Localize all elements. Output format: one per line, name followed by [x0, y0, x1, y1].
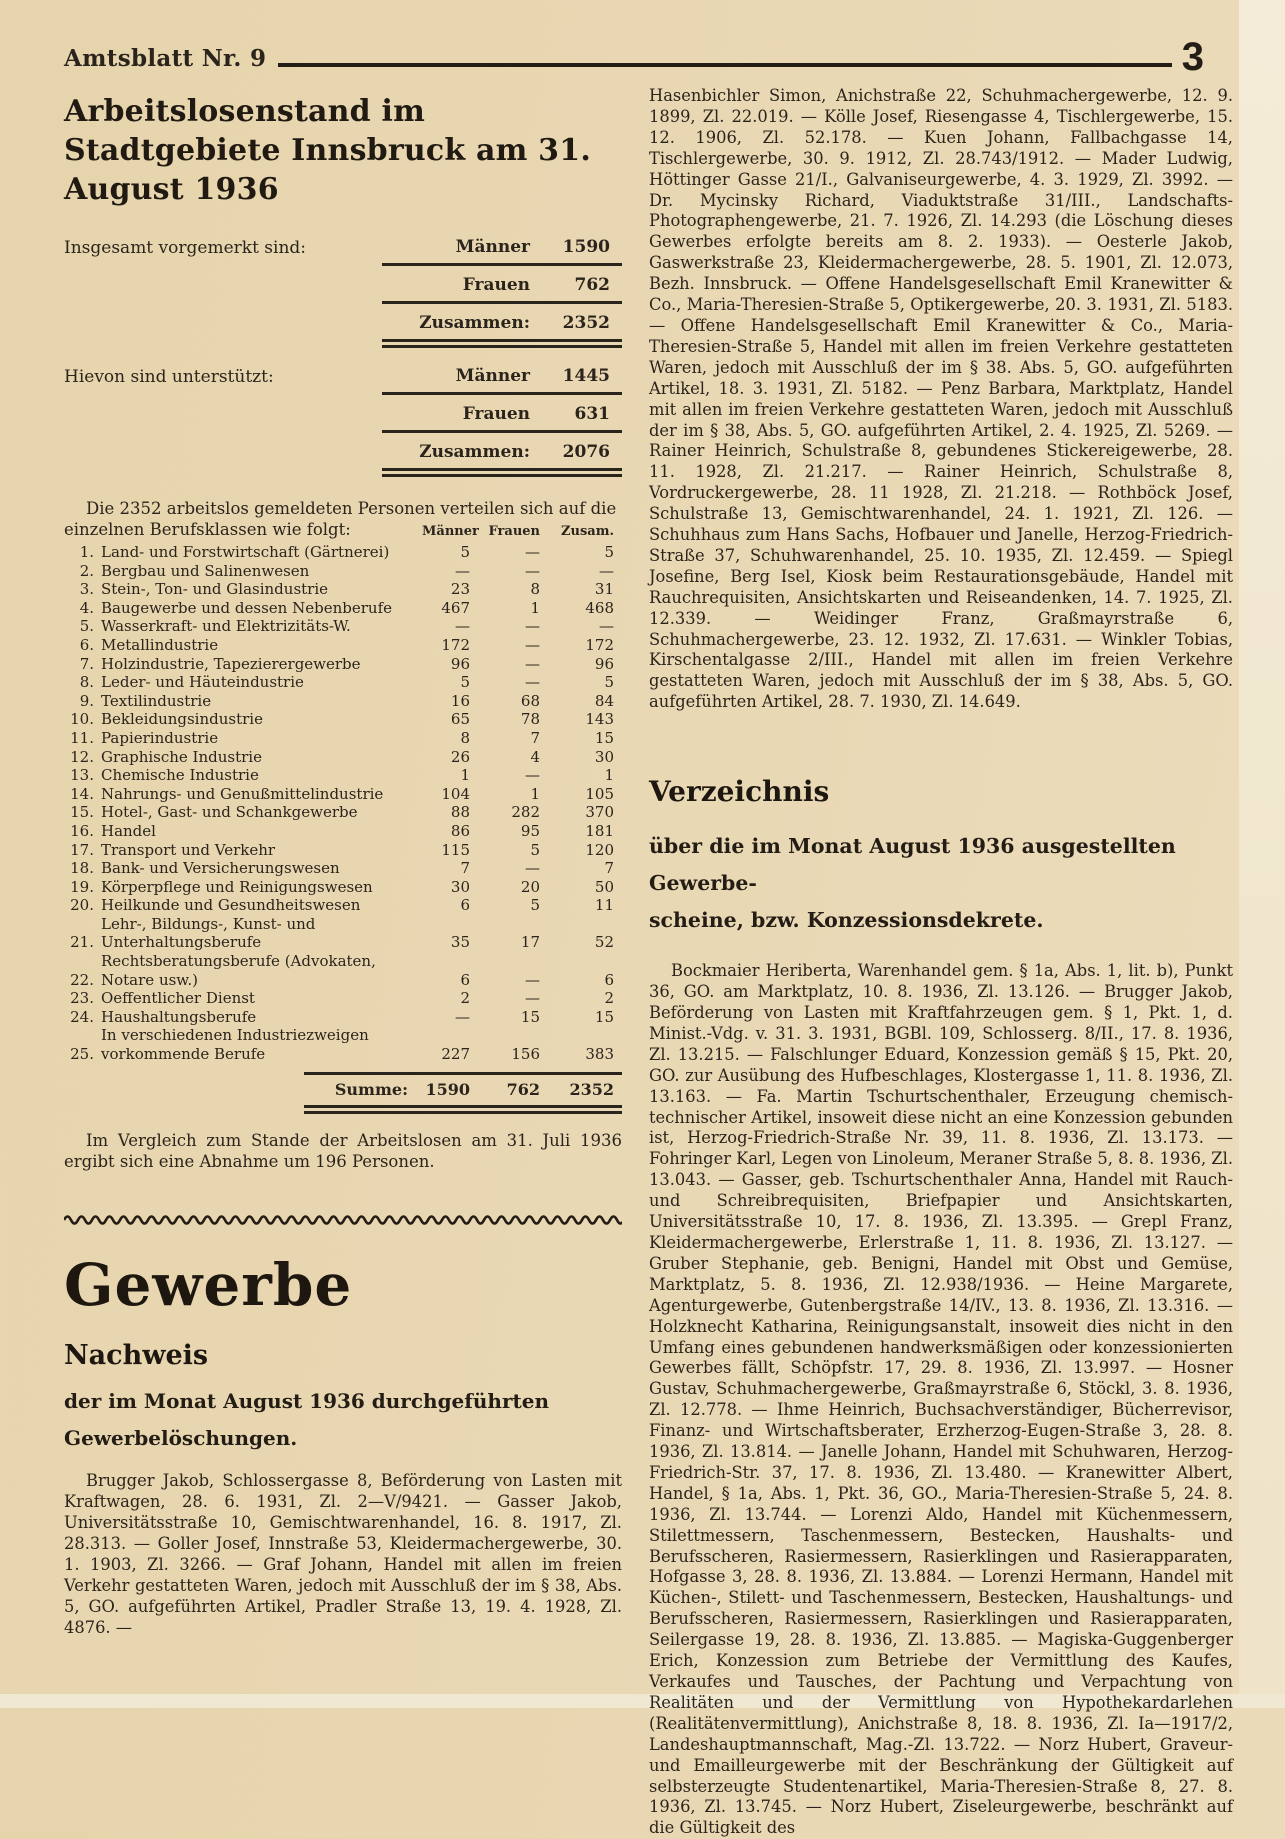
- table-intro-line2: [64, 520, 622, 539]
- row-label: Bekleidungsindustrie: [101, 710, 263, 729]
- row-label: Chemische Industrie: [101, 766, 259, 785]
- row-number: 8.: [79, 673, 94, 692]
- occupation-row: [64, 599, 622, 618]
- row-women: 4: [530, 747, 540, 766]
- row-label: Leder- und Häuteindustrie: [101, 673, 304, 692]
- row-men: 6: [460, 896, 470, 915]
- row-women: 5: [530, 840, 540, 859]
- row-number: 25.: [70, 1045, 94, 1064]
- row-men: —: [455, 1007, 470, 1026]
- row-men: 35: [450, 933, 470, 952]
- row-number: 10.: [70, 710, 94, 729]
- stat-label: Frauen: [462, 275, 530, 295]
- column-header-women: Frauen: [488, 524, 540, 539]
- row-men: 5: [460, 673, 470, 692]
- occupation-row: [64, 729, 622, 748]
- row-number: 2.: [79, 561, 94, 580]
- row-men: —: [455, 617, 470, 636]
- row-label: Land- und Forstwirtschaft (Gärtnerei): [101, 543, 390, 561]
- row-label: Heilkunde und Gesundheitswesen: [101, 896, 361, 915]
- row-label: Baugewerbe und dessen Nebenberufe: [101, 598, 392, 617]
- occupation-row: [64, 785, 622, 804]
- row-number: 24.: [70, 1007, 94, 1026]
- occupation-row: [64, 543, 622, 562]
- article-title-line1: Arbeitslosenstand im: [64, 94, 426, 129]
- occupation-row: [64, 952, 622, 989]
- row-number: 1.: [79, 543, 94, 561]
- row-women: 1: [530, 784, 540, 803]
- row-total: 15: [594, 1007, 614, 1026]
- masthead-rule: [278, 63, 1171, 67]
- row-total: 5: [604, 673, 614, 692]
- row-men: 5: [460, 543, 470, 561]
- stat-label: Männer: [455, 237, 530, 257]
- loeschungen-paragraph: Brugger Jakob, Schlossergasse 8, Beförderung von Lasten mit Kraftwagen, 28. 6. 1931, Zl. 2—V/9421. — Gasser Jakob, Universitätsstraße 10, Gemischtwarenhandel, 16. 8. 1917, Zl. 28.313. — Goller Josef, Innstraße 53, Kleidermachergewerbe, 30. 1. 1903, Zl. 3266. — Graf Johann, Handel mit allen im freien Verkehr gestatteten Waren, jedoch mit Ausschluß der im § 38, Abs. 5, GO. aufgeführten Artikel, Pradler Straße 13, 19. 4. 1928, Zl. 4876. —: [64, 1471, 622, 1637]
- row-total: 120: [585, 840, 614, 859]
- row-total: —: [599, 617, 614, 636]
- row-total: 30: [594, 747, 614, 766]
- row-women: —: [525, 766, 540, 785]
- row-label: Metallindustrie: [101, 635, 219, 654]
- sum-men: 1590: [425, 1079, 470, 1099]
- row-number: 21.: [70, 933, 94, 952]
- row-women: 15: [520, 1007, 540, 1026]
- row-label: Körperpflege und Reinigungswesen: [101, 877, 373, 896]
- sum-rule-bottom: [304, 1105, 622, 1114]
- row-number: 12.: [70, 747, 94, 766]
- row-men: 65: [450, 710, 470, 729]
- row-women: 282: [511, 803, 540, 822]
- row-women: —: [525, 673, 540, 692]
- row-label: Lehr-, Bildungs-, Kunst- und Unterhaltungsberufe: [101, 914, 316, 952]
- supported-label: Hievon sind unterstützt:: [64, 367, 274, 387]
- occupation-row: [64, 655, 622, 674]
- row-total: 468: [585, 598, 614, 617]
- stat-value: 1590: [562, 237, 610, 257]
- row-women: 156: [511, 1045, 540, 1064]
- row-number: 15.: [70, 803, 94, 822]
- row-total: 50: [594, 877, 614, 896]
- row-men: 96: [450, 654, 470, 673]
- row-number: 18.: [70, 859, 94, 878]
- row-label: Papierindustrie: [101, 728, 219, 747]
- occupation-row: [64, 766, 622, 785]
- row-number: 23.: [70, 989, 94, 1008]
- row-men: 6: [460, 970, 470, 989]
- registered-entries: [382, 235, 622, 348]
- row-men: 115: [441, 840, 470, 859]
- row-label: Oeffentlicher Dienst: [101, 989, 255, 1008]
- row-women: 1: [530, 598, 540, 617]
- row-total: 1: [604, 766, 614, 785]
- row-women: 5: [530, 896, 540, 915]
- row-total: 105: [585, 784, 614, 803]
- stat-value: 631: [574, 404, 610, 424]
- occupation-row: [64, 1026, 622, 1063]
- row-total: —: [599, 561, 614, 580]
- verzeichnis-subtitle: [649, 828, 1233, 939]
- row-label: Handel: [101, 821, 156, 840]
- row-men: 1: [460, 766, 470, 785]
- row-label: Bergbau und Salinenwesen: [101, 561, 310, 580]
- table-intro-text: einzelnen Berufsklassen wie folgt:: [64, 520, 351, 539]
- occupation-row: [64, 878, 622, 897]
- row-label: Graphische Industrie: [101, 747, 262, 766]
- row-men: 172: [441, 635, 470, 654]
- row-total: 31: [594, 580, 614, 599]
- masthead: [64, 35, 1204, 79]
- row-men: 88: [450, 803, 470, 822]
- row-total: 370: [585, 803, 614, 822]
- row-total: 5: [604, 543, 614, 561]
- row-women: —: [525, 970, 540, 989]
- verzeichnis-title: Verzeichnis: [649, 775, 830, 809]
- row-men: 104: [441, 784, 470, 803]
- sum-label: Summe:: [334, 1079, 408, 1099]
- row-label: Holzindustrie, Tapezierergewerbe: [101, 654, 361, 673]
- row-women: —: [525, 561, 540, 580]
- stat-label: Zusammen:: [419, 313, 530, 333]
- nachweis-subtitle-line1: der im Monat August 1936 durchgeführten: [64, 1389, 549, 1414]
- row-total: 84: [594, 691, 614, 710]
- row-number: 17.: [70, 840, 94, 859]
- row-women: 95: [520, 821, 540, 840]
- sum-row: [64, 1075, 622, 1106]
- row-number: 6.: [79, 635, 94, 654]
- occupation-row: [64, 1008, 622, 1027]
- row-number: 16.: [70, 821, 94, 840]
- row-number: 9.: [79, 691, 94, 710]
- row-total: 181: [585, 821, 614, 840]
- row-label: Nahrungs- und Genußmittelindustrie: [101, 784, 384, 803]
- registered-label: Insgesamt vorgemerkt sind:: [64, 238, 307, 258]
- row-men: 86: [450, 821, 470, 840]
- row-number: 3.: [79, 580, 94, 599]
- row-number: 19.: [70, 877, 94, 896]
- row-number: 13.: [70, 766, 94, 785]
- occupation-row: [64, 710, 622, 729]
- row-label: Stein-, Ton- und Glasindustrie: [101, 580, 329, 599]
- row-women: 68: [520, 691, 540, 710]
- gewerbescheine-paragraph: Bockmaier Heriberta, Warenhandel gem. § 1a, Abs. 1, lit. b), Punkt 36, GO. am Marktplatz, 10. 8. 1936, Zl. 13.126. — Brugger Jakob, Beförderung von Lasten mit Kraftfahrzeugen gem. § 1, Pkt. 1, d. Minist.-Vdg. v. 31. 3. 1931, BGBl. 109, Schlosserg. 8/II., 17. 8. 1936, Zl. 13.215. — Falschlunger Eduard, Konzession gemäß § 15, Pkt. 20, GO. zur Ausübung des Hufbeschlages, Klostergasse 1, 11. 8. 1936, Zl. 13.163. — Fa. Martin Tschurtschenthaler, Erzeugung chemisch-technischer Artikel, insoweit diese nicht an eine Konzession gebunden ist, Herzog-Friedrich-Straße Nr. 39, 11. 8. 1936, Zl. 13.173. — Fohringer Karl, Legen von Linoleum, Meraner Straße 5, 8. 8. 1936, Zl. 13.043. — Gasser, geb. Tschurtschenthaler Anna, Handel mit Rauch- und Schreibrequisiten, Briefpapier und Ansichtskarten, Universitätsstraße 10, 17. 8. 1936, Zl. 13.395. — Grepl Franz, Kleidermachergewerbe, Erlerstraße 1, 11. 8. 1936, Zl. 13.127. — Gruber Stephanie, geb. Benigni, Handel mit Obst und Gemüse, Marktplatz, 5. 8. 1936, Zl. 12.938/1936. — Heine Margarete, Agenturgewerbe, Gutenbergstraße 14/IV., 13. 8. 1936, Zl. 13.316. — Holzknecht Katharina, Reinigungsanstalt, insoweit dies nicht in den Umfang eines gebundenen handwerksmäßigen oder konzessionierten Gewerbes fällt, Schöpfstr. 17, 29. 8. 1936, Zl. 13.997. — Hosner Gustav, Schuhmachergewerbe, Graßmayrstraße 6, Stöckl, 3. 8. 1936, Zl. 12.778. — Ihme Heinrich, Buchsachverständiger, Bücherrevisor, Finanz- und Wirtschaftsberater, Erzherzog-Eugen-Straße 3, 28. 8. 1936, Zl. 13.814. — Janelle Johann, Handel mit Schuhwaren, Herzog-Friedrich-Str. 37, 17. 8. 1936, Zl. 13.480. — Kranewitter Albert, Handel, § 1a, Abs. 1, Pkt. 36, GO., Maria-Theresien-Straße 5, 24. 8. 1936, Zl. 13.744. — Lorenzi Aldo, Handel mit Küchenmessern, Stilettmessern, Taschenmessern, Bestecken, Haushalts- und Berufsscheren, Rasiermessern, Rasierklingen und Rasierapparaten, Hofgasse 3, 28. 8. 1936, Zl. 13.884. — Lorenzi Hermann, Handel mit Küchen-, Stilett- und Taschenmessern, Bestecken, Haushaltungs- und Berufsscheren, Rasiermessern, Rasierklingen und Rasierapparaten, Seilergasse 19, 28. 8. 1936, Zl. 13.885. — Magiska-Guggenberger Erich, Konzession zum Betriebe der Vermittlung des Kaufes, Verkaufes und Tausches, der Pachtung und Verpachtung von Realitäten und der Vermittlung von Hypothekardarlehen (Realitätenvermittlung), Anichstraße 8, 18. 8. 1936, Zl. Ia—1917/2, Landeshauptmannschaft, Mag.-Zl. 13.722. — Norz Hubert, Graveur- und Emailleurgewerbe mit der Beschränkung der Gültigkeit auf selbsterzeugte Studentenartikel, Maria-Theresien-Straße 8, 27. 8. 1936, Zl. 13.745. — Norz Hubert, Ziseleurgewerbe, beschränkt auf die Gültigkeit des: [649, 961, 1234, 1838]
- row-total: 96: [594, 654, 614, 673]
- masthead-title: Amtsblatt Nr. 9: [64, 45, 267, 72]
- row-women: —: [525, 635, 540, 654]
- row-total: 383: [585, 1045, 614, 1064]
- gewerbe-section-title: Gewerbe: [64, 1251, 353, 1320]
- row-label: Hotel-, Gast- und Schankgewerbe: [101, 803, 358, 822]
- row-women: —: [525, 654, 540, 673]
- nachweis-subtitle-line2: Gewerbelöschungen.: [64, 1426, 298, 1451]
- occupation-row: [64, 617, 622, 636]
- row-label: Transport und Verkehr: [101, 840, 276, 859]
- row-number: 11.: [70, 728, 94, 747]
- row-women: —: [525, 617, 540, 636]
- row-women: —: [525, 859, 540, 878]
- occupation-row: [64, 562, 622, 581]
- row-men: 467: [441, 598, 470, 617]
- row-men: —: [455, 561, 470, 580]
- row-women: 8: [530, 580, 540, 599]
- row-men: 30: [450, 877, 470, 896]
- occupation-table: [64, 543, 622, 1064]
- row-number: 14.: [70, 784, 94, 803]
- supported-group: [64, 364, 622, 477]
- left-column: [64, 92, 622, 1638]
- row-men: 26: [450, 747, 470, 766]
- stat-row: [382, 235, 622, 266]
- row-number: 20.: [70, 896, 94, 915]
- table-column-headers: [422, 524, 614, 539]
- nachweis-title: Nachweis: [64, 1340, 209, 1372]
- stat-row: [382, 273, 622, 304]
- occupation-row: [64, 822, 622, 841]
- occupation-row: [64, 859, 622, 878]
- row-total: 143: [585, 710, 614, 729]
- row-women: 7: [530, 728, 540, 747]
- paper-edge-right: [1239, 0, 1285, 1708]
- nachweis-subtitle: [64, 1383, 622, 1457]
- article-title: [64, 92, 622, 209]
- verzeichnis-subtitle-line1: über die im Monat August 1936 ausgestellten Gewerbe-: [649, 834, 1176, 896]
- row-label: Haushaltungsberufe: [101, 1007, 257, 1026]
- stat-label: Frauen: [462, 404, 530, 424]
- stat-label: Zusammen:: [419, 442, 530, 462]
- occupation-row: [64, 580, 622, 599]
- stat-row: [382, 402, 622, 433]
- occupation-row: [64, 636, 622, 655]
- row-men: 2: [460, 989, 470, 1008]
- occupation-row: [64, 748, 622, 767]
- stat-value: 2352: [562, 313, 610, 333]
- comparison-paragraph: Im Vergleich zum Stande der Arbeitslosen am 31. Juli 1936 ergibt sich eine Abnahme um 196 Personen.: [64, 1131, 622, 1172]
- row-women: —: [525, 989, 540, 1008]
- supported-entries: [382, 364, 622, 477]
- row-women: 17: [520, 933, 540, 952]
- stat-value: 1445: [562, 366, 610, 386]
- loeschungen-continuation-paragraph: Hasenbichler Simon, Anichstraße 22, Schuhmachergewerbe, 12. 9. 1899, Zl. 22.019. — Kölle Josef, Riesengasse 4, Tischlergewerbe, 15. 12. 1906, Zl. 52.178. — Kuen Johann, Fallbachgasse 14, Tischlergewerbe, 30. 9. 1912, Zl. 28.743/1912. — Mader Ludwig, Höttinger Gasse 21/I., Galvaniseurgewerbe, 4. 3. 1929, Zl. 3992. — Dr. Mycinsky Richard, Viaduktstraße 31/III., Landschafts-Photographengewerbe, 21. 7. 1926, Zl. 14.293 (die Löschung dieses Gewerbes erfolgte bereits am 8. 2. 1933). — Oesterle Jakob, Gaswerkstraße 23, Kleidermachergewerbe, 28. 5. 1901, Zl. 12.073, Bezh. Innsbruck. — Offene Handelsgesellschaft Emil Kranewitter & Co., Maria-Theresien-Straße 5, Optikergewerbe, 20. 3. 1931, Zl. 5183. — Offene Handelsgesellschaft Emil Kranewitter & Co., Maria-Theresien-Straße 5, Handel mit allen im freien Verkehre gestatteten Waren, jedoch mit Ausschluß der im § 38. Abs. 5, GO. aufgeführten Artikel, 18. 3. 1931, Zl. 5182. — Penz Barbara, Marktplatz, Handel mit allen im freien Verkehre gestatteten Waren, jedoch mit Ausschluß der im § 38, Abs. 5, GO. aufgeführten Artikel, 2. 4. 1925, Zl. 5269. — Rainer Heinrich, Schulstraße 8, gebundenes Stickereigewerbe, 28. 11. 1928, Zl. 21.217. — Rainer Heinrich, Schulstraße 8, Vordruckergewerbe, 28. 11 1928, Zl. 21.218. — Rothböck Josef, Schulstraße 13, Gemischtwarenhandel, 24. 1. 1921, Zl. 126. — Schuhhaus zum Hans Sachs, Hofbauer und Janelle, Herzog-Friedrich-Straße 37, Schuhwarenhandel, 25. 10. 1935, Zl. 12.459. — Spiegl Josefine, Berg Isel, Kiosk beim Restaurationsgebäude, Handel mit Rauchrequisiten, Ansichtskarten und Reiseandenken, 14. 7. 1925, Zl. 12.339. — Weidinger Franz, Graßmayrstraße 6, Schuhmachergewerbe, 23. 12. 1932, Zl. 17.631. — Winkler Tobias, Kirschentalgasse 2/III., Handel mit allen im freien Verkehre gestatteten Waren, jedoch mit Ausschluß der im § 38, Abs. 5, GO. aufgeführten Artikel, 28. 7. 1930, Zl. 14.649.: [649, 86, 1233, 712]
- occupation-row: [64, 915, 622, 952]
- occupation-row: [64, 896, 622, 915]
- page-number: 3: [1181, 35, 1204, 79]
- stat-total-row: [382, 440, 622, 477]
- row-total: 6: [604, 970, 614, 989]
- occupation-row: [64, 989, 622, 1008]
- row-label: Bank- und Versicherungswesen: [101, 859, 340, 878]
- stat-label: Männer: [455, 366, 530, 386]
- row-men: 23: [450, 580, 470, 599]
- stat-row: [382, 364, 622, 395]
- sum-total: 2352: [569, 1079, 614, 1099]
- row-number: 7.: [79, 654, 94, 673]
- column-header-total: Zusam.: [561, 524, 614, 539]
- stat-value: 762: [574, 275, 610, 295]
- row-men: 227: [441, 1045, 470, 1064]
- stat-total-row: [382, 311, 622, 348]
- occupation-row: [64, 803, 622, 822]
- row-label: In verschiedenen Industriezweigen vorkommende Berufe: [101, 1026, 369, 1064]
- article-title-line2: Stadtgebiete Innsbruck am 31. August 1936: [64, 133, 591, 207]
- occupation-row: [64, 673, 622, 692]
- stat-value: 2076: [562, 442, 610, 462]
- occupation-row: [64, 841, 622, 860]
- wavy-divider: [64, 1212, 622, 1226]
- row-men: 16: [450, 691, 470, 710]
- verzeichnis-subtitle-line2: scheine, bzw. Konzessionsdekrete.: [649, 908, 1044, 933]
- row-number: 4.: [79, 598, 94, 617]
- row-total: 172: [585, 635, 614, 654]
- row-men: 8: [460, 728, 470, 747]
- sum-women: 762: [506, 1079, 540, 1099]
- row-total: 11: [594, 896, 614, 915]
- occupation-row: [64, 692, 622, 711]
- row-label: Rechtsberatungsberufe (Advokaten, Notare usw.): [101, 952, 376, 989]
- row-label: Wasserkraft- und Elektrizitäts-W.: [101, 617, 351, 636]
- row-women: —: [525, 543, 540, 561]
- row-label: Textilindustrie: [101, 691, 212, 710]
- row-total: 15: [594, 728, 614, 747]
- column-header-men: Männer: [422, 524, 479, 539]
- row-women: 20: [520, 877, 540, 896]
- table-intro-line1: Die 2352 arbeitslos gemeldeten Personen verteilen sich auf die: [86, 499, 617, 518]
- row-total: 52: [594, 933, 614, 952]
- row-total: 2: [604, 989, 614, 1008]
- registered-group: [64, 235, 622, 348]
- row-total: 7: [604, 859, 614, 878]
- row-number: 22.: [70, 970, 94, 989]
- unemployment-statistics: [64, 235, 622, 477]
- row-women: 78: [520, 710, 540, 729]
- row-men: 7: [460, 859, 470, 878]
- row-number: 5.: [79, 617, 94, 636]
- right-column: [649, 86, 1233, 1839]
